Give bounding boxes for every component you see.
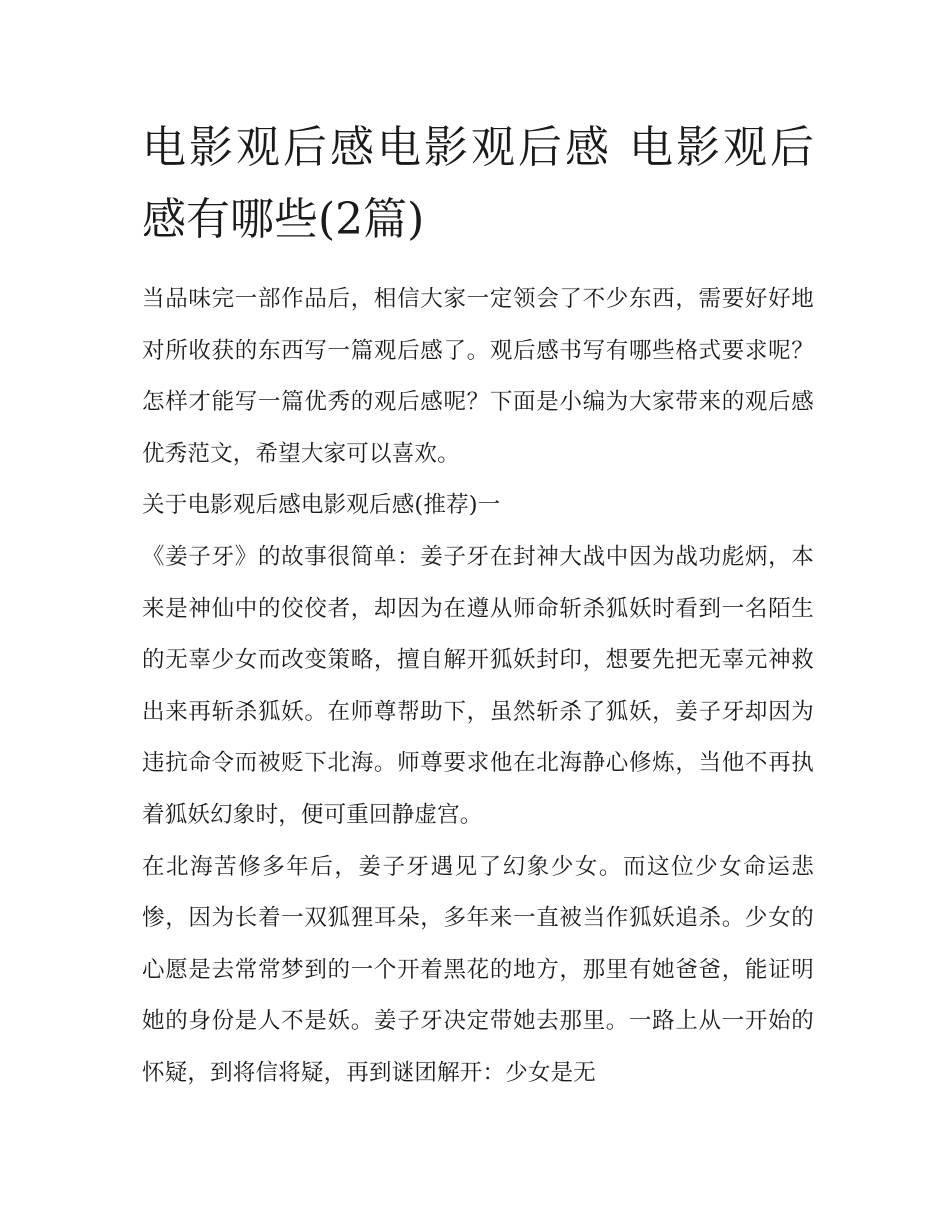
document-content — [142, 112, 814, 1100]
body-paragraph: 《姜子牙》的故事很简单：姜子牙在封神大战中因为战功彪炳，本来是神仙中的佼佼者，却因为在遵从师命斩杀狐妖时看到一名陌生的无辜少女而改变策略，擅自解开狐妖封印，想要先把无辜元神救出来再斩杀狐妖。在师尊帮助下，虽然斩杀了狐妖，姜子牙却因为违抗命令而被贬下北海。师尊要求他在北海静心修炼，当他不再执着狐妖幻象时，便可重回静虚宫。 — [142, 543, 814, 828]
section-heading: 关于电影观后感电影观后感(推荐)一 — [142, 492, 501, 519]
document-title: 电影观后感电影观后感 电影观后感有哪些(2篇) — [142, 122, 814, 245]
intro-paragraph: 当品味完一部作品后，相信大家一定领会了不少东西，需要好好地对所收获的东西写一篇观后感了。观后感书写有哪些格式要求呢？怎样才能写一篇优秀的观后感呢？下面是小编为大家带来的观后感优秀范文，希望大家可以喜欢。 — [142, 286, 814, 467]
document-body — [142, 274, 814, 1100]
body-paragraph: 在北海苦修多年后，姜子牙遇见了幻象少女。而这位少女命运悲惨，因为长着一双狐狸耳朵，多年来一直被当作狐妖追杀。少女的心愿是去常常梦到的一个开着黑花的地方，那里有她爸爸，能证明她的身份是人不是妖。姜子牙决定带她去那里。一路上从一开始的怀疑，到将信将疑，再到谜团解开：少女是无 — [142, 853, 814, 1086]
